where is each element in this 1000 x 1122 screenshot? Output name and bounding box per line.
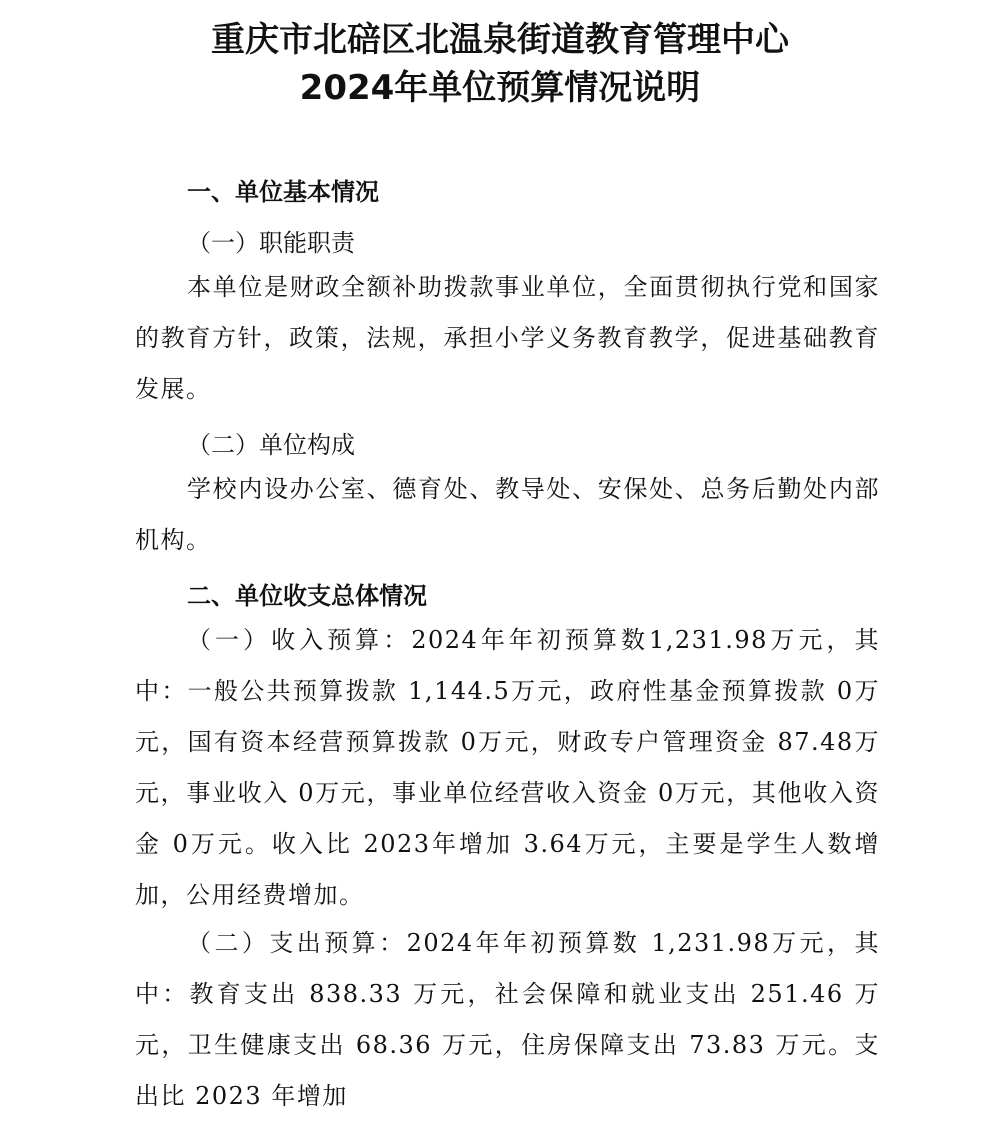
document-title-line1: 重庆市北碚区北温泉街道教育管理中心: [211, 20, 789, 60]
expense-text: 2024年年初预算数 1,231.98万元，其中：教育支出 838.33 万元，社会保障和就业支出 251.46 万元，卫生健康支出 68.36 万元，住房保障支出 73.83 万元。支出比 2023 年增加: [135, 929, 880, 1110]
section1-para2: 学校内设办公室、德育处、教导处、安保处、总务后勤处内部机构。: [135, 475, 880, 554]
section2-income-para: [135, 615, 880, 921]
section2-heading: 二、单位收支总体情况: [187, 582, 427, 610]
section2-expense-para: [135, 918, 880, 1122]
section1-sub1-heading: （一）职能职责: [187, 229, 355, 257]
expense-label: （二）支出预算：: [187, 929, 407, 957]
section1-para1: 本单位是财政全额补助拨款事业单位，全面贯彻执行党和国家的教育方针，政策，法规，承担小学义务教育教学，促进基础教育发展。: [135, 273, 880, 403]
income-text: 2024年年初预算数1,231.98万元，其中：一般公共预算拨款 1,144.5万元，政府性基金预算拨款 0万元，国有资本经营预算拨款 0万元，财政专户管理资金 87.48万元，事业收入 0万元，事业单位经营收入资金 0万元，其他收入资金 0万元。收入比 2023年增加 3.64万元，主要是学生人数增加，公用经费增加。: [135, 626, 881, 909]
income-label: （一）收入预算：: [187, 626, 412, 654]
section1-heading: 一、单位基本情况: [187, 178, 379, 206]
document-title-line2: 2024年单位预算情况说明: [299, 68, 701, 108]
section1-sub2-heading: （二）单位构成: [187, 431, 355, 459]
